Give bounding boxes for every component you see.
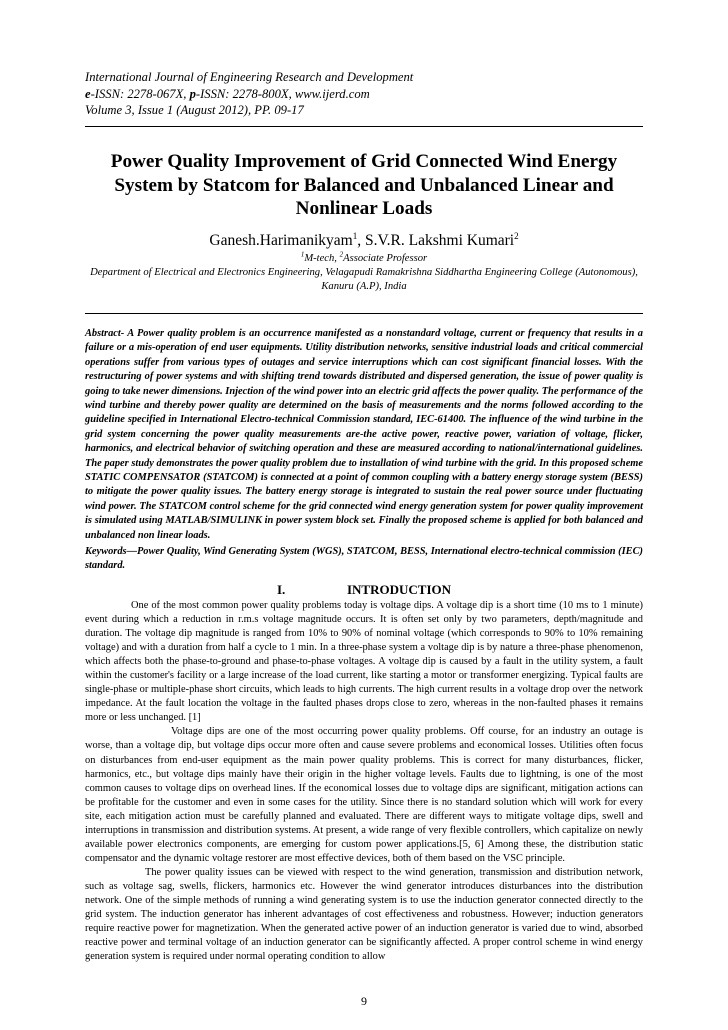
abstract-rule [85, 313, 643, 314]
journal-issn: e-ISSN: 2278-067X, p-ISSN: 2278-800X, www.ijerd.com [85, 86, 370, 101]
paper-title: Power Quality Improvement of Grid Connected Wind Energy System by Statcom for Balanced and Unbalanced Linear and Nonlinear Loads [110, 151, 618, 219]
author-affiliation: Department of Electrical and Electronics Engineering, Velagapudi Ramakrishna Siddhartha Engineering College (Autonomous), Kanuru (A.P), India [90, 267, 638, 292]
paragraph: Voltage dips are one of the most occurring power quality problems. Off course, for an industry an outage is worse, than a voltage dip, but voltage dips occur more often and cause severe problems and economical losses. Utilities often focus on disturbances from end-user equipment as the main power quality problems. This is correct for many disturbances, flicker, harmonics, etc., but voltage dips mainly have their origin in the higher voltage levels. Faults due to lightning, is one of the most common causes to voltage dips on overhead lines. If the economical losses due to voltage dips are significant, mitigation actions can be profitable for the customer and even in some cases for the utility. Since there is no standard solution which will work for every site, each mitigation action must be carefully planned and evaluated. There are different ways to mitigate voltage dips, swell and interruptions in transmission and distribution systems. At present, a wide range of very flexible controllers, which capitalize on newly available power electronics components, are emerging for custom power applications.[5, 6] Among these, the distribution static compensator and the dynamic voltage restorer are most effective devices, both of them based on the VSC principle. [85, 726, 643, 864]
journal-name: International Journal of Engineering Research and Development [85, 70, 414, 84]
section-title: INTRODUCTION [346, 582, 451, 597]
journal-volume: Volume 3, Issue 1 (August 2012), PP. 09-17 [85, 103, 304, 117]
journal-header [85, 69, 645, 119]
author-roles: $^1$M-tech, $^2$Associate Professor [300, 250, 428, 264]
paper-authors: Ganesh.Harimanikyam$^1$, S.V.R. Lakshmi Kumari$^2$ [209, 230, 519, 249]
paragraph: The power quality issues can be viewed with respect to the wind generation, transmission and distribution network, such as voltage sag, swells, flickers, harmonics etc. However the wind generator introduces disturbances into the distribution network. One of the simple methods of running a wind generating system is to use the induction generator connected directly to the grid system. The induction generator has inherent advantages of cost effectiveness and robustness. However; induction generators require reactive power for magnetization. When the generated active power of an induction generator is varied due to wind, absorbed reactive power and terminal voltage of an induction generator can be significantly affected. A proper control scheme in wind energy generation system is required under normal operating condition to allow [85, 866, 643, 963]
body-text [85, 599, 643, 964]
section-heading [85, 582, 643, 598]
page-number: 9 [361, 994, 367, 1008]
author-1: Ganesh.Harimanikyam [209, 232, 353, 249]
section-number: I. [276, 582, 286, 597]
keywords: Keywords—Power Quality, Wind Generating System (WGS), STATCOM, BESS, International electro-technical commission (IEC) standard. [85, 546, 643, 572]
header-rule [85, 126, 643, 127]
author-2: S.V.R. Lakshmi Kumari [364, 232, 515, 249]
paragraph: One of the most common power quality problems today is voltage dips. A voltage dip is a short time (10 ms to 1 minute) event during which a reduction in r.m.s voltage magnitude occurs. It is often set only by two parameters, depth/magnitude and duration. The voltage dip magnitude is ranged from 10% to 90% of nominal voltage (which corresponds to 90% to 10% remaining voltage) and with a duration from half a cycle to 1 min. In a three-phase system a voltage dip is by nature a three-phase phenomenon, which affects both the phase-to-ground and phase-to-phase voltages. A voltage dip is caused by a fault in the utility system, a fault within the customer's facility or a large increase of the load current, like starting a motor or transformer energizing. Typical faults are single-phase or multiple-phase short circuits, which leads to high currents. The high current results in a voltage drop over the network impedance. At the fault location the voltage in the faulted phases drops close to zero, whereas in the non-faulted phases it remains more or less unchanged. [1] [85, 600, 643, 724]
abstract: Abstract- A Power quality problem is an occurrence manifested as a nonstandard voltage, current or frequency that results in a failure or a mis-operation of end user equipments. Utility distribution networks, sensitive industrial loads and critical commercial operations suffer from various types of outages and service interruptions which can cost significant financial losses. With the restructuring of power systems and with shifting trend towards distributed and dispersed generation, the issue of power quality is going to take newer dimensions. Injection of the wind power into an electric grid affects the power quality. The performance of the wind turbine and thereby power quality are determined on the basis of measurements and the norms followed according to the guideline specified in International Electro-technical Commission standard, IEC-61400. The influence of the wind turbine in the grid system concerning the power quality measurements are-the active power, reactive power, variation of voltage, flicker, harmonics, and electrical behavior of switching operation and these are measured according to national/international guidelines. The paper study demonstrates the power quality problem due to installation of wind turbine with the grid. In this proposed scheme STATIC COMPENSATOR (STATCOM) is connected at a point of common coupling with a battery energy storage system (BESS) to mitigate the power quality issues. The battery energy storage is integrated to sustain the real power source under fluctuating wind power. The STATCOM control scheme for the grid connected wind energy generation system for power quality improvement is simulated using MATLAB/SIMULINK in power system block set. Finally the proposed scheme is applied for both balanced and unbalanced non linear loads. [85, 328, 643, 541]
